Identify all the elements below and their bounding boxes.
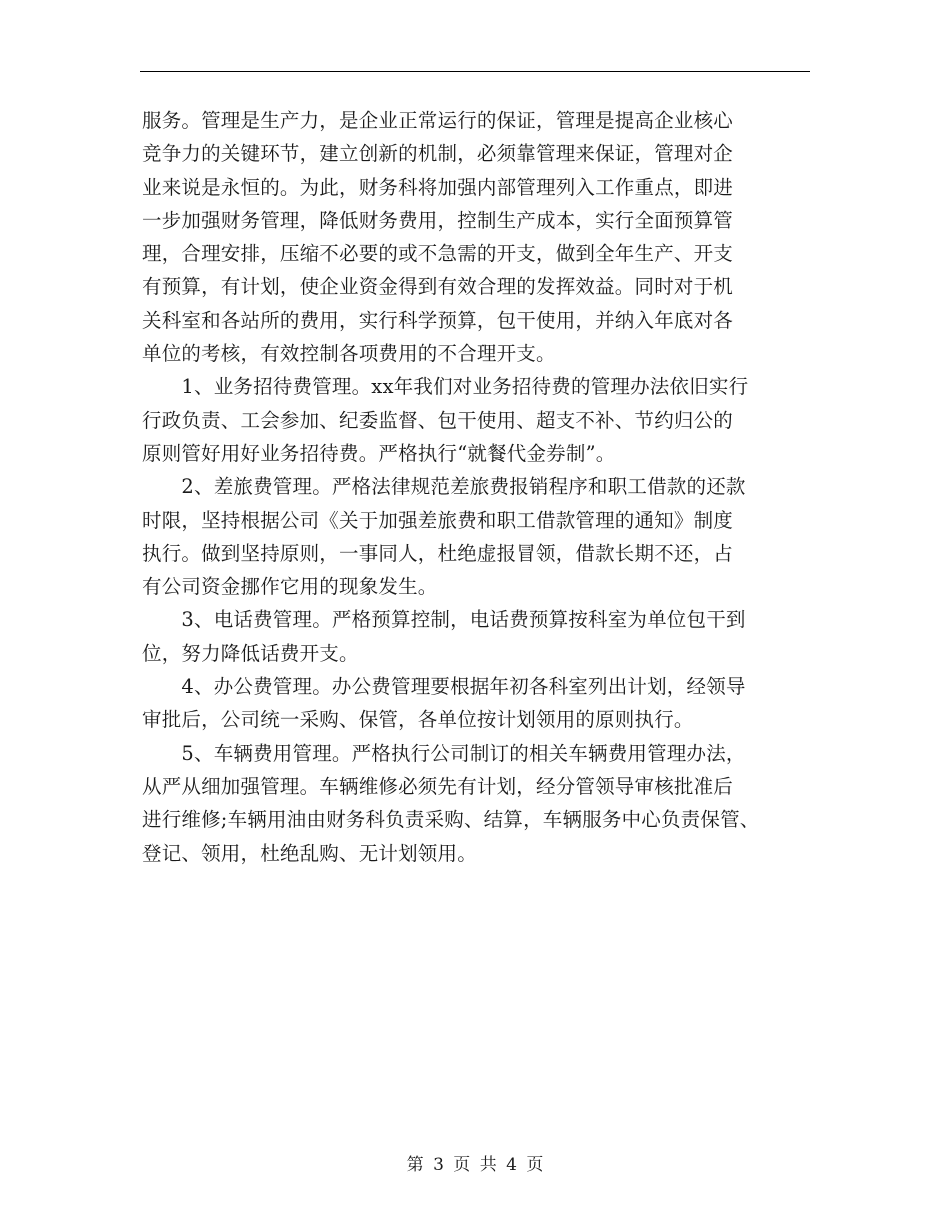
text-line: 审批后，公司统一采购、保管，各单位按计划领用的原则执行。 (142, 708, 694, 732)
text-line: 有公司资金挪作它用的现象发生。 (142, 575, 438, 599)
text-line: 原则管好用好业务招待费。严格执行“就餐代金券制”。 (142, 441, 616, 465)
text-line: 3、电话费管理。严格预算控制，电话费预算按科室为单位包干到 (142, 608, 746, 632)
text-line: 服务。管理是生产力，是企业正常运行的保证，管理是提高企业核心 (142, 109, 734, 132)
text-line: 单位的考核，有效控制各项费用的不合理开支。 (142, 342, 556, 366)
text-line: 理，合理安排，压缩不必要的或不急需的开支，做到全年生产、开支 (142, 242, 734, 266)
text-line: 4、办公费管理。办公费管理要根据年初各科室列出计划，经领导 (142, 675, 746, 699)
text-line: 登记、领用，杜绝乱购、无计划领用。 (142, 841, 477, 865)
text-line: 位，努力降低话费开支。 (142, 641, 359, 665)
text-line: 竞争力的关键环节，建立创新的机制，必须靠管理来保证，管理对企 (142, 142, 734, 166)
text-line: 进行维修;车辆用油由财务科负责采购、结算，车辆服务中心负责保管、 (142, 808, 760, 832)
text-line: 业来说是永恒的。为此，财务科将加强内部管理列入工作重点，即进 (142, 175, 734, 199)
text-line: 关科室和各站所的费用，实行科学预算，包干使用，并纳入年底对各 (142, 308, 734, 332)
text-line: 2、差旅费管理。严格法律规范差旅费报销程序和职工借款的还款 (142, 475, 746, 499)
text-line: 1、业务招待费管理。xx年我们对业务招待费的管理办法依旧实行 (142, 375, 749, 399)
text-line: 行政负责、工会参加、纪委监督、包干使用、超支不补、节约归公的 (142, 408, 734, 432)
text-line: 从严从细加强管理。车辆维修必须先有计划，经分管领导审核批准后 (142, 774, 734, 798)
body-text (142, 104, 814, 870)
text-line: 执行。做到坚持原则，一事同人，杜绝虚报冒领，借款长期不还，占 (142, 541, 734, 565)
page-number-footer: 第 3 页 共 4 页 (406, 1155, 544, 1175)
text-line: 时限，坚持根据公司《关于加强差旅费和职工借款管理的通知》制度 (142, 508, 734, 532)
header-rule (140, 71, 810, 72)
text-line: 有预算，有计划，使企业资金得到有效合理的发挥效益。同时对于机 (142, 275, 734, 299)
text-line: 5、车辆费用管理。严格执行公司制订的相关车辆费用管理办法， (142, 741, 746, 765)
text-line: 一步加强财务管理，降低财务费用，控制生产成本，实行全面预算管 (142, 208, 734, 232)
